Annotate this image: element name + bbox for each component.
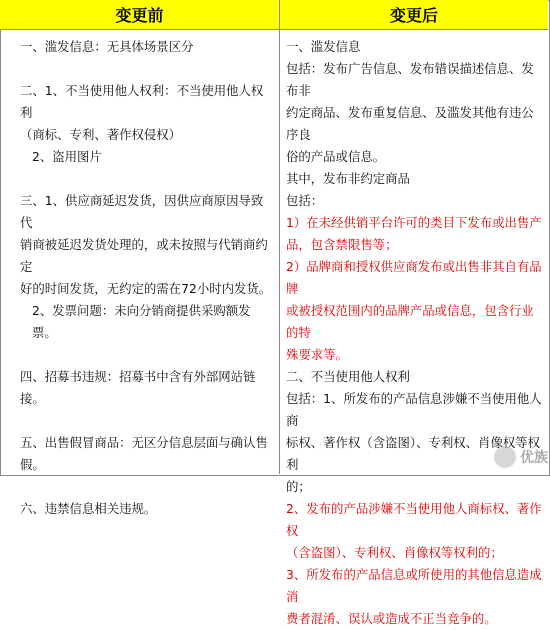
watermark-logo-icon bbox=[494, 446, 516, 468]
before-item-5-line-2: 假。 bbox=[20, 457, 45, 472]
after-section-2-desc-2: 标权、著作权（含盗图）、专利权、肖像权等权利 bbox=[286, 435, 541, 472]
before-item-2-line-1: 二、1、不当使用他人权利：不当使用他人权利 bbox=[20, 83, 264, 120]
header-before: 变更前 bbox=[0, 0, 279, 30]
before-item-2-sub: 2、盗用图片 bbox=[32, 149, 102, 164]
after-rule-4-line-1: 3、所发布的产品信息或所使用的其他信息造成消 bbox=[286, 567, 542, 604]
header-after: 变更后 bbox=[280, 0, 548, 30]
after-section-1-desc-2: 约定商品、发布重复信息、及滥发其他有违公序良 bbox=[286, 105, 534, 142]
before-item-4: 四、招募书违规：招募书中含有外部网站链接。 bbox=[20, 369, 256, 406]
after-column bbox=[286, 36, 544, 630]
after-rule-2-line-1: 2）品牌商和授权供应商发布或出售非其自有品牌 bbox=[286, 259, 542, 296]
before-item-2-line-2: （商标、专利、著作权侵权） bbox=[20, 127, 182, 142]
before-item-3-line-3: 好的时间发货，无约定的需在72小时内发货。 bbox=[20, 281, 272, 296]
before-item-5-line-1: 五、出售假冒商品：无区分信息层面与确认售 bbox=[20, 435, 268, 450]
after-subsection-includes: 包括： bbox=[286, 193, 324, 208]
after-section-2-desc-1: 包括：1、所发布的产品信息涉嫌不当使用他人商 bbox=[286, 391, 542, 428]
after-section-1-desc-1: 包括：发布广告信息、发布错误描述信息、发布非 bbox=[286, 61, 534, 98]
after-rule-4-line-2: 费者混淆、误认或造成不正当竞争的。 bbox=[286, 611, 497, 626]
after-rule-1-line-1: 1）在未经供销平台许可的类目下发布或出售产 bbox=[286, 215, 542, 230]
after-rule-2-line-2: 或被授权范围内的品牌产品或信息，包含行业的特 bbox=[286, 303, 534, 340]
before-item-1: 一、滥发信息：无具体场景区分 bbox=[20, 39, 194, 54]
after-rule-2-line-3: 殊要求等。 bbox=[286, 347, 348, 362]
after-section-1-desc-3: 俗的产品或信息。 bbox=[286, 149, 386, 164]
before-item-6: 六、违禁信息相关违规。 bbox=[20, 501, 157, 516]
after-rule-1-line-2: 品，包含禁限售等； bbox=[286, 237, 398, 252]
after-subsection-title: 其中，发布非约定商品 bbox=[286, 171, 410, 186]
after-section-2-desc-3: 的； bbox=[286, 479, 311, 494]
after-section-1-title: 一、滥发信息 bbox=[286, 39, 361, 54]
watermark-text: 优族 bbox=[520, 450, 548, 466]
column-divider bbox=[279, 0, 280, 474]
before-column bbox=[20, 36, 274, 520]
before-item-3-sub: 2、发票问题：未向分销商提供采购额发票。 bbox=[32, 303, 251, 340]
before-item-3-line-1: 三、1、供应商延迟发货，因供应商原因导致代 bbox=[20, 193, 264, 230]
after-rule-3-line-2: （含盗图）、专利权、肖像权等权利的； bbox=[286, 545, 503, 560]
before-item-3-line-2: 销商被延迟发货处理的，或未按照与代销商约定 bbox=[20, 237, 268, 274]
after-section-2-title: 二、不当使用他人权利 bbox=[286, 369, 410, 384]
after-rule-3-line-1: 2、发布的产品涉嫌不当使用他人商标权、著作权 bbox=[286, 501, 542, 538]
watermark bbox=[478, 440, 548, 474]
